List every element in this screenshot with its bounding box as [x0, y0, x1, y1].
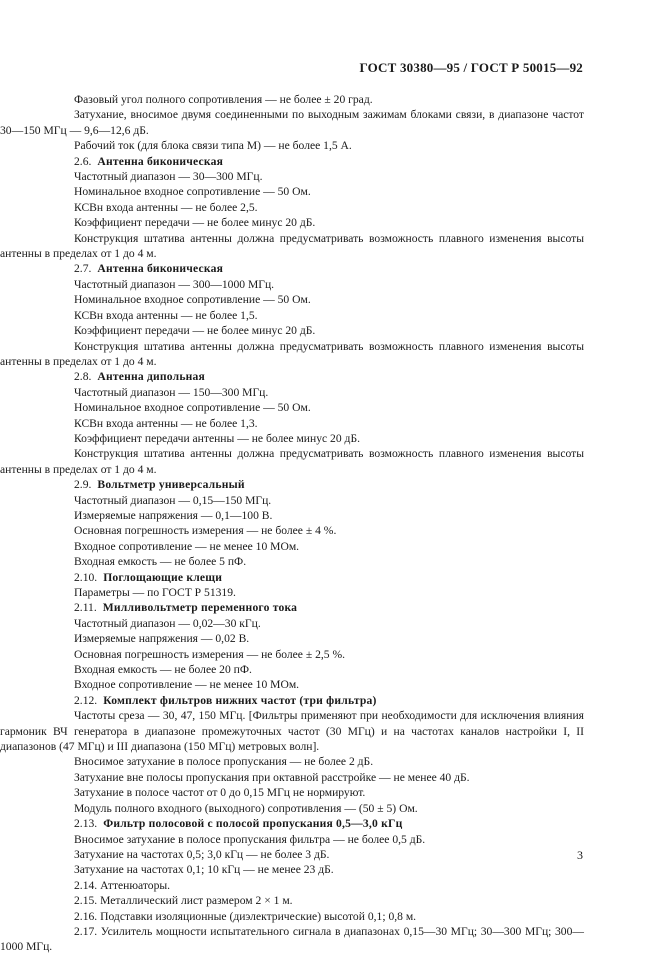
paragraph-line: 2.15. Металлический лист размером 2 × 1 м.: [74, 894, 293, 908]
paragraph-line: Затухание на частотах 0,1; 10 кГц — не менее 23 дБ.: [74, 863, 334, 877]
paragraph-line: Параметры — по ГОСТ Р 51319.: [74, 586, 236, 599]
paragraph-line: Измеряемые напряжения — 0,1—100 В.: [74, 508, 273, 522]
section-title: Антенна биконическая: [97, 154, 224, 168]
paragraph-line: Вносимое затухание в полосе пропускания — не более 2 дБ.: [74, 755, 374, 769]
paragraph-line: Номинальное входное сопротивление — 50 Ом.: [74, 293, 311, 307]
section-title: Антенна дипольная: [97, 370, 205, 384]
section-heading: [74, 154, 584, 169]
page-header-standard-id: ГОСТ 30380—95 / ГОСТ Р 50015—92: [359, 60, 583, 75]
paragraph: 2.17. Усилитель мощности испытательного сигнала в диапазонах 0,15—30 МГц; 30—300 МГц; 300—1000 МГц.: [0, 924, 584, 954]
paragraph-line: КСВн входа антенны — не более 2,5.: [74, 200, 258, 214]
section-heading: [74, 693, 584, 708]
paragraph-line: Основная погрешность измерения — не более ± 4 %.: [74, 524, 337, 538]
paragraph-line: КСВн входа антенны — не более 1,5.: [74, 308, 258, 322]
section-number: 2.9.: [74, 478, 92, 492]
paragraph-line: Затухание на частотах 0,5; 3,0 кГц — не более 3 дБ.: [74, 847, 330, 861]
section-heading: [74, 477, 584, 492]
section-heading: [74, 369, 584, 384]
document-body: [0, 92, 584, 955]
paragraph-line: Входная емкость — не более 5 пФ.: [74, 555, 247, 569]
paragraph-line: Коэффициент передачи — не более минус 20 дБ.: [74, 324, 316, 338]
section-number: 2.7.: [74, 262, 92, 276]
paragraph-line: Частотный диапазон — 0,15—150 МГц.: [74, 493, 272, 507]
section-number: 2.6.: [74, 154, 92, 168]
paragraph-line: Входная емкость — не более 20 пФ.: [74, 663, 252, 677]
section-number: 2.11.: [74, 601, 97, 615]
paragraph-line: Номинальное входное сопротивление — 50 Ом.: [74, 185, 311, 199]
section-number: 2.12.: [74, 693, 98, 707]
paragraph-line: Измеряемые напряжения — 0,02 В.: [74, 632, 250, 646]
section-title: Антенна биконическая: [97, 262, 224, 276]
section-title: Милливольтметр переменного тока: [102, 601, 298, 615]
paragraph-line: Рабочий ток (для блока связи типа М) — не более 1,5 А.: [74, 139, 352, 153]
section-number: 2.8.: [74, 370, 92, 384]
paragraph-line: Фазовый угол полного сопротивления — не более ± 20 град.: [74, 93, 373, 106]
paragraph-line: КСВн входа антенны — не более 1,3.: [74, 416, 258, 430]
paragraph-line: Коэффициент передачи антенны — не более минус 20 дБ.: [74, 431, 360, 445]
section-title: Комплект фильтров нижних частот (три фильтра): [103, 693, 377, 707]
section-title: Поглощающие клещи: [103, 570, 223, 584]
paragraph-line: Частотный диапазон — 150—300 МГц.: [74, 385, 269, 399]
paragraph-line: Частотный диапазон — 300—1000 МГц.: [74, 277, 275, 291]
paragraph-line: Основная погрешность измерения — не более ± 2,5 %.: [74, 647, 346, 661]
section-heading: [74, 570, 584, 585]
paragraph-line: Коэффициент передачи — не более минус 20 дБ.: [74, 216, 316, 230]
section-title: Фильтр полосовой с полосой пропускания 0,5—3,0 кГц: [103, 817, 403, 831]
paragraph-line: Затухание в полосе частот от 0 до 0,15 МГц не нормируют.: [74, 786, 366, 800]
section-heading: [74, 261, 584, 276]
paragraph-line: Затухание вне полосы пропускания при октавной расстройке — не менее 40 дБ.: [74, 770, 470, 784]
paragraph-line: Частотный диапазон — 30—300 МГц.: [74, 170, 263, 184]
section-number: 2.13.: [74, 817, 98, 831]
section-title: Вольтметр универсальный: [97, 478, 245, 492]
paragraph: Конструкция штатива антенны должна предусматривать возможность плавного изменения высоты антенны в пределах от 1 до 4 м.: [0, 339, 584, 368]
paragraph-line: Вносимое затухание в полосе пропускания фильтра — не более 0,5 дБ.: [74, 832, 426, 846]
section-heading: [74, 816, 584, 831]
paragraph: Конструкция штатива антенны должна предусматривать возможность плавного изменения высоты антенны в пределах от 1 до 4 м.: [0, 447, 584, 476]
page-number: 3: [577, 848, 583, 862]
paragraph-line: Входное сопротивление — не менее 10 МОм.: [74, 678, 300, 692]
paragraph-line: Частотный диапазон — 0,02—30 кГц.: [74, 616, 261, 630]
paragraph-line: 2.16. Подставки изоляционные (диэлектрические) высотой 0,1; 0,8 м.: [74, 909, 417, 923]
paragraph: Конструкция штатива антенны должна предусматривать возможность плавного изменения высоты антенны в пределах от 1 до 4 м.: [0, 231, 584, 261]
paragraph-line: Модуль полного входного (выходного) сопротивления — (50 ± 5) Ом.: [74, 801, 418, 815]
paragraph-line: Номинальное входное сопротивление — 50 Ом.: [74, 401, 311, 415]
section-heading: [74, 600, 584, 615]
paragraph-line: 2.14. Аттенюаторы.: [74, 878, 171, 892]
paragraph-line: Входное сопротивление — не менее 10 МОм.: [74, 539, 300, 553]
section-number: 2.10.: [74, 570, 98, 584]
paragraph: Частоты среза — 30, 47, 150 МГц. [Фильтры применяют при необходимости для исключения влияния гармоник ВЧ генератора в диапазоне промежуточных частот (30 МГц) и на частотах каналов настройки I, II диапазонов (47 МГц) и III диапазона (150 МГц) метровых волн].: [0, 709, 584, 754]
paragraph: Затухание, вносимое двумя соединенными по выходным зажимам блоками связи, в диапазоне частот 30—150 МГц — 9,6—12,6 дБ.: [0, 108, 584, 137]
